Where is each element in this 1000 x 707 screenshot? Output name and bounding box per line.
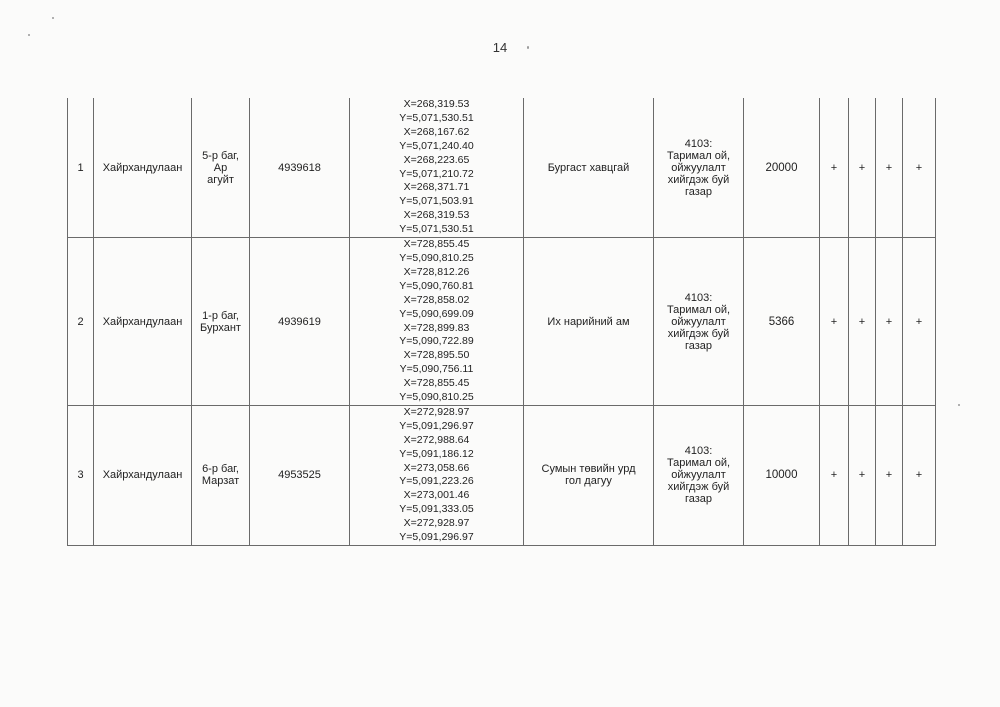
soum-cell-text: Хайрхандулаан bbox=[102, 161, 183, 174]
mark-cell-text: + bbox=[830, 315, 838, 328]
row-number-cell-text: 1 bbox=[77, 161, 84, 174]
scan-speck bbox=[52, 17, 54, 19]
coordinate-line: X=268,319.53 bbox=[403, 98, 470, 110]
bag-cell-text: 6-р баг, Марзат bbox=[201, 463, 240, 488]
area-cell bbox=[744, 238, 820, 406]
mark-cell-text: + bbox=[915, 315, 923, 328]
parcel-id-cell bbox=[250, 238, 350, 406]
bag-cell bbox=[192, 238, 250, 406]
coordinate-line: X=728,895.50 bbox=[403, 349, 470, 362]
mark-cell bbox=[820, 238, 849, 406]
coordinate-line: Y=5,091,186.12 bbox=[399, 447, 474, 460]
coordinate-line: Y=5,090,760.81 bbox=[399, 279, 474, 292]
mark-cell bbox=[849, 405, 876, 545]
row-number-cell-text: 2 bbox=[77, 315, 84, 328]
mark-cell-text: + bbox=[885, 161, 893, 174]
coordinate-line: X=728,855.45 bbox=[403, 238, 470, 251]
parcel-id-cell bbox=[250, 98, 350, 238]
soum-cell bbox=[94, 98, 192, 238]
area-cell bbox=[744, 405, 820, 545]
mark-cell bbox=[876, 98, 903, 238]
coordinate-line: X=272,928.97 bbox=[403, 517, 470, 530]
parcel-id-cell bbox=[250, 405, 350, 545]
purpose-cell bbox=[654, 238, 744, 406]
coordinate-line: Y=5,091,296.97 bbox=[399, 531, 474, 544]
table-row bbox=[68, 238, 936, 406]
land-parcel-table bbox=[67, 98, 936, 546]
mark-cell-text: + bbox=[858, 161, 866, 174]
area-cell-text: 20000 bbox=[765, 161, 798, 174]
row-number-cell-text: 3 bbox=[77, 469, 84, 482]
coordinate-line: Y=5,091,223.26 bbox=[399, 475, 474, 488]
coordinates-cell bbox=[350, 405, 524, 545]
coordinates-cell bbox=[350, 98, 524, 238]
coordinate-line: X=268,319.53 bbox=[403, 209, 470, 222]
area-cell bbox=[744, 98, 820, 238]
purpose-cell-text: 4103: Таримал ой, ойжуулалт хийгдэж буй газар bbox=[666, 137, 731, 198]
location-cell bbox=[524, 98, 654, 238]
mark-cell bbox=[849, 98, 876, 238]
row-number-cell bbox=[68, 405, 94, 545]
soum-cell bbox=[94, 238, 192, 406]
area-cell-text: 10000 bbox=[765, 469, 798, 482]
location-cell-text: Их нарийний ам bbox=[547, 315, 630, 328]
area-cell-text: 5366 bbox=[768, 315, 795, 328]
coordinate-line: X=273,058.66 bbox=[403, 461, 470, 474]
mark-cell bbox=[903, 238, 936, 406]
mark-cell-text: + bbox=[858, 469, 866, 482]
coordinate-line: X=273,001.46 bbox=[403, 489, 470, 502]
coordinate-line: X=728,812.26 bbox=[403, 265, 470, 278]
mark-cell-text: + bbox=[858, 315, 866, 328]
coordinate-line: Y=5,090,756.11 bbox=[399, 363, 474, 376]
row-number-cell bbox=[68, 238, 94, 406]
mark-cell-text: + bbox=[915, 469, 923, 482]
coordinate-line: Y=5,090,722.89 bbox=[399, 335, 474, 348]
page-number: 14 bbox=[492, 40, 508, 55]
parcel-id-cell-text: 4939619 bbox=[278, 315, 321, 328]
coordinate-line: X=728,855.45 bbox=[403, 377, 470, 390]
bag-cell-text: 5-р баг, Ар агуйт bbox=[202, 149, 239, 186]
bag-cell bbox=[192, 405, 250, 545]
location-cell bbox=[524, 238, 654, 406]
purpose-cell bbox=[654, 98, 744, 238]
coordinate-line: Y=5,090,699.09 bbox=[399, 307, 474, 320]
coordinate-line: X=268,223.65 bbox=[403, 153, 470, 166]
mark-cell bbox=[903, 98, 936, 238]
mark-cell-text: + bbox=[830, 469, 838, 482]
coordinate-line: Y=5,090,810.25 bbox=[399, 251, 474, 264]
purpose-cell-text: 4103: Таримал ой, ойжуулалт хийгдэж буй газар bbox=[666, 445, 731, 506]
purpose-cell bbox=[654, 405, 744, 545]
parcel-id-cell-text: 4939618 bbox=[278, 161, 321, 174]
mark-cell bbox=[903, 405, 936, 545]
coordinate-line: X=728,899.83 bbox=[403, 321, 470, 334]
coordinate-line: Y=5,071,530.51 bbox=[399, 223, 474, 236]
location-cell bbox=[524, 405, 654, 545]
soum-cell bbox=[94, 405, 192, 545]
mark-cell-text: + bbox=[885, 315, 893, 328]
scan-speck bbox=[28, 34, 30, 36]
coordinate-line: Y=5,091,296.97 bbox=[399, 419, 474, 432]
coordinate-line: Y=5,071,210.72 bbox=[399, 167, 474, 180]
mark-cell bbox=[820, 98, 849, 238]
row-number-cell bbox=[68, 98, 94, 238]
coordinate-line: Y=5,071,503.91 bbox=[399, 195, 474, 208]
bag-cell bbox=[192, 98, 250, 238]
coordinate-line: Y=5,091,333.05 bbox=[399, 503, 474, 516]
coordinates-cell bbox=[350, 238, 524, 406]
soum-cell-text: Хайрхандулаан bbox=[102, 469, 183, 482]
parcel-id-cell-text: 4953525 bbox=[278, 469, 321, 482]
location-cell-text: Бургаст хавцгай bbox=[547, 161, 630, 174]
mark-cell bbox=[849, 238, 876, 406]
coordinate-line: Y=5,071,240.40 bbox=[399, 139, 474, 152]
coordinate-line: X=268,167.62 bbox=[403, 125, 470, 138]
coordinate-line: Y=5,090,810.25 bbox=[399, 391, 474, 404]
mark-cell-text: + bbox=[830, 161, 838, 174]
soum-cell-text: Хайрхандулаан bbox=[102, 315, 183, 328]
scan-speck bbox=[958, 404, 960, 406]
purpose-cell-text: 4103: Таримал ой, ойжуулалт хийгдэж буй газар bbox=[666, 291, 731, 352]
mark-cell bbox=[876, 405, 903, 545]
table-row bbox=[68, 405, 936, 545]
mark-cell bbox=[820, 405, 849, 545]
scan-speck bbox=[527, 46, 529, 49]
coordinate-line: X=728,858.02 bbox=[403, 293, 470, 306]
mark-cell bbox=[876, 238, 903, 406]
mark-cell-text: + bbox=[915, 161, 923, 174]
location-cell-text: Сумын төвийн урд гол дагуу bbox=[541, 463, 636, 488]
bag-cell-text: 1-р баг, Бурхант bbox=[200, 309, 241, 334]
coordinate-line: Y=5,071,530.51 bbox=[399, 111, 474, 124]
coordinate-line: X=272,928.97 bbox=[403, 405, 470, 418]
coordinate-line: X=272,988.64 bbox=[403, 433, 470, 446]
table-row bbox=[68, 98, 936, 238]
coordinate-line: X=268,371.71 bbox=[403, 181, 470, 194]
mark-cell-text: + bbox=[885, 469, 893, 482]
